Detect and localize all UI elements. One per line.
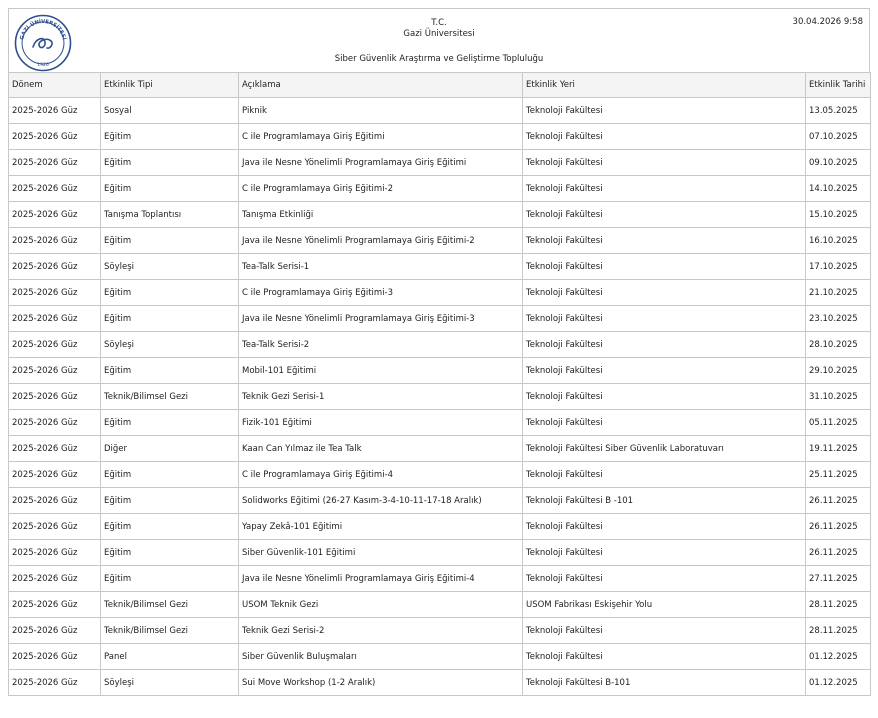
cell-etkinlik-tarihi: 14.10.2025: [806, 176, 871, 202]
report-title-block: [9, 18, 869, 65]
cell-donem: 2025-2026 Güz: [9, 566, 101, 592]
cell-etkinlik-tipi: Eğitim: [101, 410, 239, 436]
cell-etkinlik-tarihi: 16.10.2025: [806, 228, 871, 254]
cell-etkinlik-tipi: Eğitim: [101, 540, 239, 566]
table-row: [9, 228, 871, 254]
cell-etkinlik-yeri: Teknoloji Fakültesi: [523, 618, 806, 644]
cell-etkinlik-yeri: Teknoloji Fakültesi B-101: [523, 670, 806, 696]
cell-etkinlik-tipi: Söyleşi: [101, 254, 239, 280]
table-row: [9, 592, 871, 618]
table-row: [9, 150, 871, 176]
cell-aciklama: Java ile Nesne Yönelimli Programlamaya Giriş Eğitimi-2: [239, 228, 523, 254]
cell-aciklama: Java ile Nesne Yönelimli Programlamaya Giriş Eğitimi-3: [239, 306, 523, 332]
cell-donem: 2025-2026 Güz: [9, 358, 101, 384]
cell-aciklama: C ile Programlamaya Giriş Eğitimi-2: [239, 176, 523, 202]
cell-etkinlik-tarihi: 21.10.2025: [806, 280, 871, 306]
cell-aciklama: Siber Güvenlik-101 Eğitimi: [239, 540, 523, 566]
cell-etkinlik-tipi: Panel: [101, 644, 239, 670]
table-row: [9, 514, 871, 540]
cell-aciklama: Solidworks Eğitimi (26-27 Kasım-3-4-10-11-17-18 Aralık): [239, 488, 523, 514]
cell-donem: 2025-2026 Güz: [9, 254, 101, 280]
cell-donem: 2025-2026 Güz: [9, 410, 101, 436]
cell-donem: 2025-2026 Güz: [9, 98, 101, 124]
cell-aciklama: Tanışma Etkinliği: [239, 202, 523, 228]
cell-etkinlik-tarihi: 26.11.2025: [806, 488, 871, 514]
table-row: [9, 280, 871, 306]
cell-etkinlik-tipi: Eğitim: [101, 150, 239, 176]
cell-etkinlik-tipi: Teknik/Bilimsel Gezi: [101, 384, 239, 410]
title-line-university: Gazi Üniversitesi: [403, 29, 475, 39]
cell-donem: 2025-2026 Güz: [9, 124, 101, 150]
cell-etkinlik-yeri: Teknoloji Fakültesi: [523, 98, 806, 124]
cell-etkinlik-tarihi: 01.12.2025: [806, 644, 871, 670]
cell-etkinlik-tipi: Eğitim: [101, 358, 239, 384]
cell-donem: 2025-2026 Güz: [9, 150, 101, 176]
cell-etkinlik-tarihi: 28.11.2025: [806, 592, 871, 618]
cell-donem: 2025-2026 Güz: [9, 202, 101, 228]
table-row: [9, 98, 871, 124]
cell-donem: 2025-2026 Güz: [9, 488, 101, 514]
cell-etkinlik-tarihi: 28.11.2025: [806, 618, 871, 644]
cell-etkinlik-yeri: Teknoloji Fakültesi: [523, 540, 806, 566]
cell-aciklama: C ile Programlamaya Giriş Eğitimi-4: [239, 462, 523, 488]
col-header-donem: Dönem: [9, 73, 101, 98]
table-row: [9, 566, 871, 592]
cell-etkinlik-tarihi: 26.11.2025: [806, 514, 871, 540]
table-row: [9, 436, 871, 462]
cell-etkinlik-yeri: Teknoloji Fakültesi: [523, 332, 806, 358]
cell-etkinlik-yeri: Teknoloji Fakültesi: [523, 566, 806, 592]
cell-etkinlik-yeri: Teknoloji Fakültesi: [523, 176, 806, 202]
cell-etkinlik-tipi: Eğitim: [101, 566, 239, 592]
cell-donem: 2025-2026 Güz: [9, 462, 101, 488]
table-row: [9, 644, 871, 670]
cell-etkinlik-yeri: Teknoloji Fakültesi: [523, 384, 806, 410]
cell-etkinlik-tarihi: 17.10.2025: [806, 254, 871, 280]
cell-etkinlik-tipi: Eğitim: [101, 306, 239, 332]
table-row: [9, 410, 871, 436]
table-row: [9, 358, 871, 384]
cell-donem: 2025-2026 Güz: [9, 670, 101, 696]
cell-etkinlik-yeri: USOM Fabrikası Eskişehir Yolu: [523, 592, 806, 618]
cell-aciklama: Java ile Nesne Yönelimli Programlamaya Giriş Eğitimi: [239, 150, 523, 176]
seal-year: 1926: [37, 63, 49, 68]
cell-etkinlik-yeri: Teknoloji Fakültesi B -101: [523, 488, 806, 514]
cell-etkinlik-yeri: Teknoloji Fakültesi: [523, 228, 806, 254]
cell-etkinlik-tipi: Eğitim: [101, 488, 239, 514]
cell-etkinlik-tarihi: 05.11.2025: [806, 410, 871, 436]
cell-donem: 2025-2026 Güz: [9, 228, 101, 254]
cell-etkinlik-yeri: Teknoloji Fakültesi: [523, 280, 806, 306]
print-timestamp: 30.04.2026 9:58: [792, 17, 863, 27]
cell-donem: 2025-2026 Güz: [9, 306, 101, 332]
cell-etkinlik-tarihi: 01.12.2025: [806, 670, 871, 696]
seal-ring-text: GAZİ ÜNİVERSİTESİ: [19, 18, 67, 41]
cell-etkinlik-tipi: Eğitim: [101, 514, 239, 540]
table-row: [9, 462, 871, 488]
cell-etkinlik-yeri: Teknoloji Fakültesi Siber Güvenlik Laboratuvarı: [523, 436, 806, 462]
table-row: [9, 124, 871, 150]
cell-etkinlik-yeri: Teknoloji Fakültesi: [523, 202, 806, 228]
title-line-tc: T.C.: [431, 18, 447, 28]
table-row: [9, 488, 871, 514]
cell-etkinlik-tipi: Eğitim: [101, 280, 239, 306]
cell-aciklama: Fizik-101 Eğitimi: [239, 410, 523, 436]
cell-etkinlik-tipi: Eğitim: [101, 124, 239, 150]
cell-aciklama: Siber Güvenlik Buluşmaları: [239, 644, 523, 670]
cell-etkinlik-tipi: Teknik/Bilimsel Gezi: [101, 618, 239, 644]
table-row: [9, 540, 871, 566]
cell-aciklama: Piknik: [239, 98, 523, 124]
table-row: [9, 306, 871, 332]
cell-aciklama: Mobil-101 Eğitimi: [239, 358, 523, 384]
table-row: [9, 254, 871, 280]
cell-etkinlik-yeri: Teknoloji Fakültesi: [523, 306, 806, 332]
cell-etkinlik-yeri: Teknoloji Fakültesi: [523, 124, 806, 150]
cell-aciklama: C ile Programlamaya Giriş Eğitimi-3: [239, 280, 523, 306]
cell-etkinlik-tarihi: 15.10.2025: [806, 202, 871, 228]
cell-aciklama: Teknik Gezi Serisi-2: [239, 618, 523, 644]
cell-aciklama: Yapay Zekâ-101 Eğitimi: [239, 514, 523, 540]
cell-etkinlik-tarihi: 28.10.2025: [806, 332, 871, 358]
cell-etkinlik-tipi: Eğitim: [101, 462, 239, 488]
cell-donem: 2025-2026 Güz: [9, 618, 101, 644]
cell-aciklama: Sui Move Workshop (1-2 Aralık): [239, 670, 523, 696]
cell-donem: 2025-2026 Güz: [9, 332, 101, 358]
cell-donem: 2025-2026 Güz: [9, 514, 101, 540]
cell-etkinlik-tarihi: 26.11.2025: [806, 540, 871, 566]
cell-aciklama: USOM Teknik Gezi: [239, 592, 523, 618]
cell-etkinlik-tarihi: 29.10.2025: [806, 358, 871, 384]
cell-aciklama: Tea-Talk Serisi-2: [239, 332, 523, 358]
table-row: [9, 202, 871, 228]
cell-etkinlik-tipi: Tanışma Toplantısı: [101, 202, 239, 228]
col-header-etkinlik-tarihi: Etkinlik Tarihi: [806, 73, 871, 98]
table-row: [9, 618, 871, 644]
col-header-aciklama: Açıklama: [239, 73, 523, 98]
cell-aciklama: Java ile Nesne Yönelimli Programlamaya Giriş Eğitimi-4: [239, 566, 523, 592]
cell-aciklama: Teknik Gezi Serisi-1: [239, 384, 523, 410]
cell-donem: 2025-2026 Güz: [9, 384, 101, 410]
cell-etkinlik-tarihi: 25.11.2025: [806, 462, 871, 488]
col-header-etkinlik-yeri: Etkinlik Yeri: [523, 73, 806, 98]
cell-etkinlik-tarihi: 09.10.2025: [806, 150, 871, 176]
cell-etkinlik-tipi: Eğitim: [101, 176, 239, 202]
table-row: [9, 176, 871, 202]
table-row: [9, 670, 871, 696]
cell-donem: 2025-2026 Güz: [9, 644, 101, 670]
cell-donem: 2025-2026 Güz: [9, 436, 101, 462]
cell-etkinlik-tipi: Sosyal: [101, 98, 239, 124]
cell-donem: 2025-2026 Güz: [9, 176, 101, 202]
cell-etkinlik-tipi: Eğitim: [101, 228, 239, 254]
cell-etkinlik-tipi: Söyleşi: [101, 332, 239, 358]
cell-etkinlik-tipi: Teknik/Bilimsel Gezi: [101, 592, 239, 618]
table-row: [9, 384, 871, 410]
cell-etkinlik-yeri: Teknoloji Fakültesi: [523, 150, 806, 176]
cell-donem: 2025-2026 Güz: [9, 592, 101, 618]
cell-etkinlik-tarihi: 27.11.2025: [806, 566, 871, 592]
events-table: [8, 72, 871, 696]
cell-etkinlik-yeri: Teknoloji Fakültesi: [523, 514, 806, 540]
cell-etkinlik-yeri: Teknoloji Fakültesi: [523, 462, 806, 488]
cell-etkinlik-tarihi: 07.10.2025: [806, 124, 871, 150]
cell-donem: 2025-2026 Güz: [9, 540, 101, 566]
cell-aciklama: C ile Programlamaya Giriş Eğitimi: [239, 124, 523, 150]
cell-etkinlik-yeri: Teknoloji Fakültesi: [523, 254, 806, 280]
cell-etkinlik-tarihi: 23.10.2025: [806, 306, 871, 332]
cell-etkinlik-yeri: Teknoloji Fakültesi: [523, 644, 806, 670]
cell-etkinlik-tipi: Söyleşi: [101, 670, 239, 696]
cell-aciklama: Tea-Talk Serisi-1: [239, 254, 523, 280]
report-header: [8, 8, 870, 72]
cell-etkinlik-yeri: Teknoloji Fakültesi: [523, 358, 806, 384]
title-line-community: Siber Güvenlik Araştırma ve Geliştirme Topluluğu: [334, 54, 544, 64]
table-header-row: [9, 73, 871, 98]
cell-etkinlik-yeri: Teknoloji Fakültesi: [523, 410, 806, 436]
cell-aciklama: Kaan Can Yılmaz ile Tea Talk: [239, 436, 523, 462]
table-row: [9, 332, 871, 358]
col-header-etkinlik-tipi: Etkinlik Tipi: [101, 73, 239, 98]
cell-etkinlik-tarihi: 31.10.2025: [806, 384, 871, 410]
cell-etkinlik-tipi: Diğer: [101, 436, 239, 462]
cell-etkinlik-tarihi: 13.05.2025: [806, 98, 871, 124]
cell-donem: 2025-2026 Güz: [9, 280, 101, 306]
cell-etkinlik-tarihi: 19.11.2025: [806, 436, 871, 462]
